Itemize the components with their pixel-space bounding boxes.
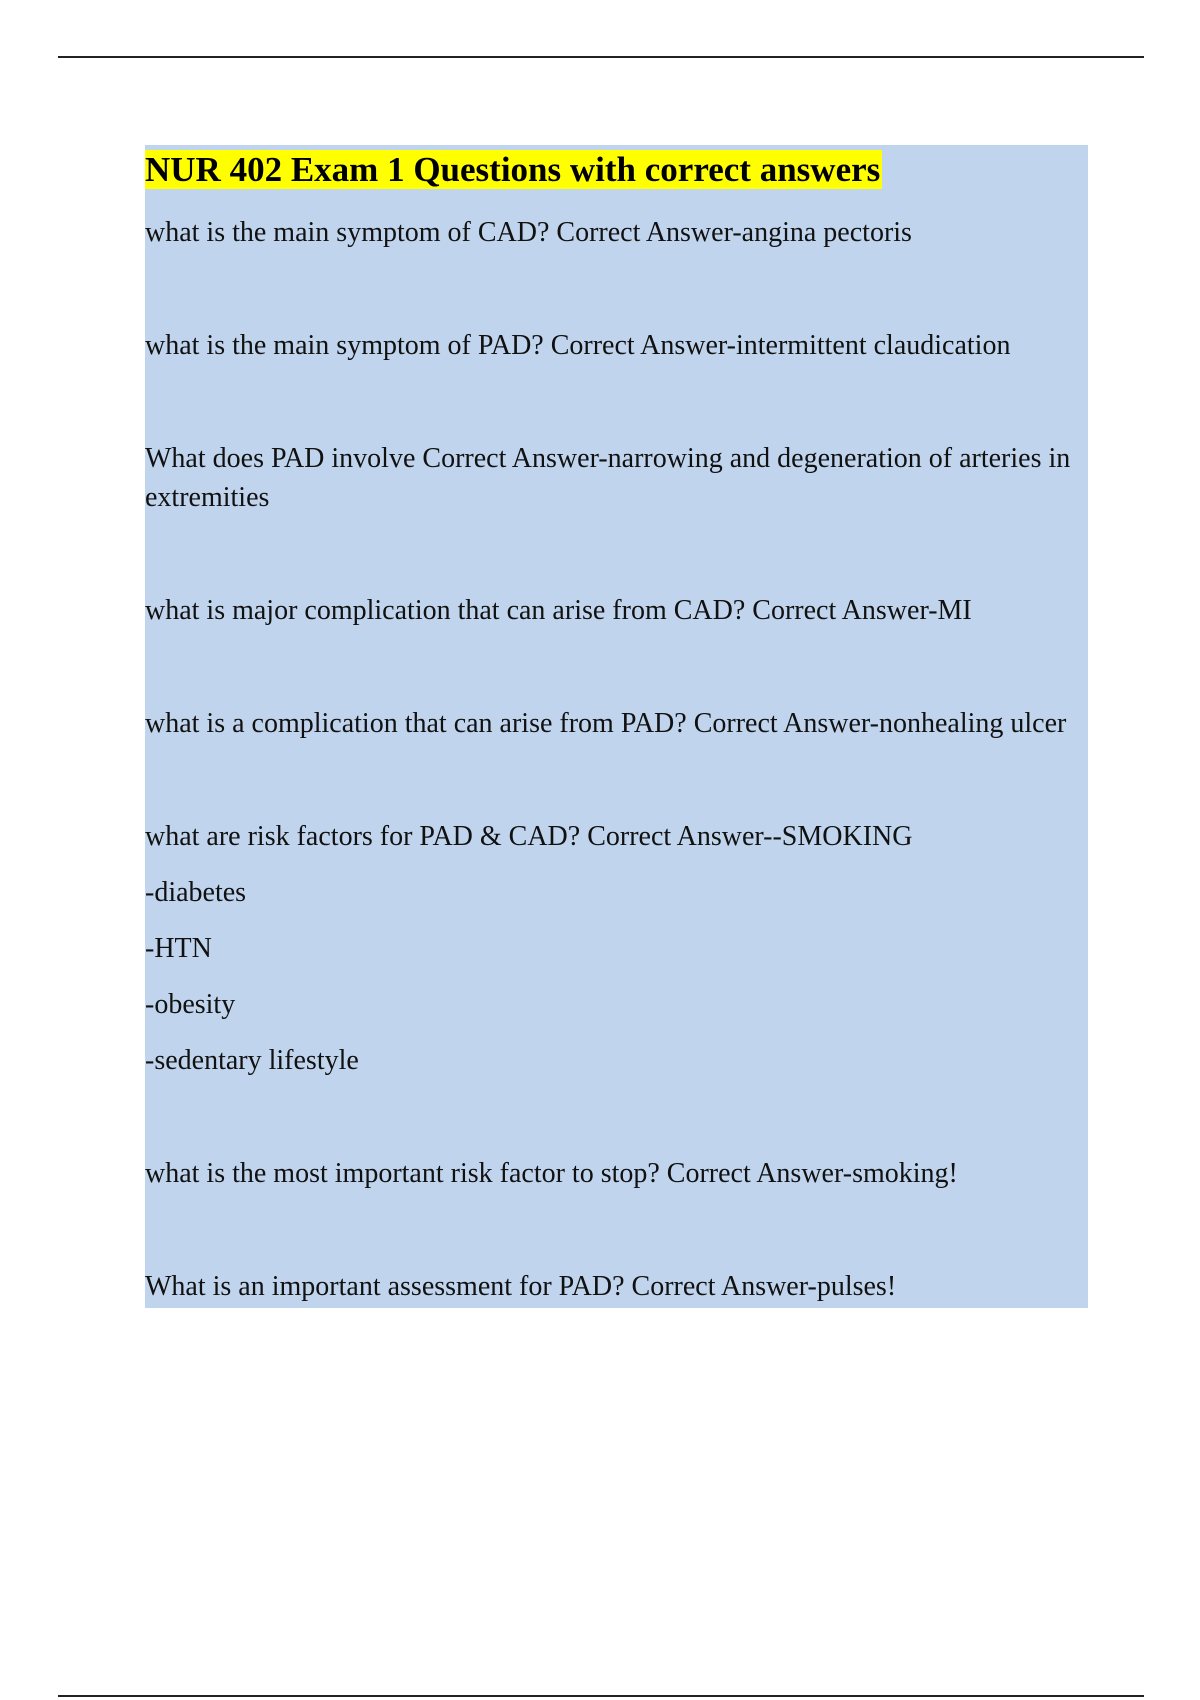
document-content: [145, 145, 1088, 1308]
qa-item-8: What is an important assessment for PAD? Correct Answer-pulses!: [145, 1271, 897, 1302]
header-rule: [58, 56, 1144, 58]
qa-item-6: what are risk factors for PAD & CAD? Correct Answer--SMOKING: [145, 821, 913, 852]
risk-factor-item: -HTN: [145, 933, 212, 964]
qa-item-7: what is the most important risk factor to stop? Correct Answer-smoking!: [145, 1158, 958, 1189]
footer-rule: [58, 1695, 1144, 1697]
risk-factor-item: -obesity: [145, 989, 236, 1020]
qa-item-2: what is the main symptom of PAD? Correct Answer-intermittent claudication: [145, 330, 1011, 361]
qa-item-5: what is a complication that can arise from PAD? Correct Answer-nonhealing ulcer: [145, 708, 1067, 739]
risk-factor-item: -diabetes: [145, 877, 247, 908]
document-title: NUR 402 Exam 1 Questions with correct answers: [145, 150, 881, 189]
qa-item-1: what is the main symptom of CAD? Correct Answer-angina pectoris: [145, 217, 912, 248]
risk-factor-item: -sedentary lifestyle: [145, 1045, 359, 1076]
title-block: [145, 145, 1088, 195]
qa-item-3: What does PAD involve Correct Answer-narrowing and degeneration of arteries in extremities: [145, 443, 1071, 513]
qa-item-4: what is major complication that can arise from CAD? Correct Answer-MI: [145, 595, 972, 626]
